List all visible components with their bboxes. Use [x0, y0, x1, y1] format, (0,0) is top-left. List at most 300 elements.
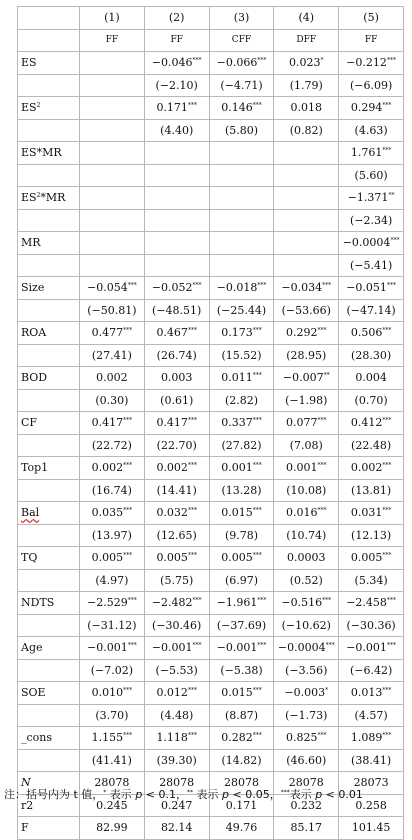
variable-label: Size — [21, 281, 45, 295]
significance-stars: *** — [252, 732, 262, 740]
significance-stars: *** — [322, 282, 332, 290]
variable-name — [18, 457, 80, 480]
coefficient-cell — [80, 232, 145, 255]
significance-stars: *** — [382, 102, 392, 110]
blank-label-cell — [18, 659, 80, 682]
variable-name — [18, 187, 80, 210]
significance-stars: *** — [317, 732, 327, 740]
stat-value: 49.76 — [209, 817, 274, 840]
significance-stars: *** — [317, 417, 327, 425]
variable-label: NDTS — [21, 596, 55, 610]
coefficient-cell: 0.337*** — [209, 412, 274, 435]
coef-row — [18, 187, 404, 210]
blank-label-cell — [18, 209, 80, 232]
coef-row — [18, 277, 404, 300]
t-statistic: (−37.69) — [209, 614, 274, 637]
t-statistic — [209, 164, 274, 187]
coef-row — [18, 142, 404, 165]
t-statistic — [144, 164, 209, 187]
coefficient-cell: 0.294*** — [339, 97, 404, 120]
coefficient-cell — [80, 52, 145, 75]
stat-value: 0.258 — [339, 794, 404, 817]
coef-row — [18, 547, 404, 570]
significance-stars: *** — [382, 462, 392, 470]
variable-name — [18, 97, 80, 120]
t-statistic: (15.52) — [209, 344, 274, 367]
t-statistic: (5.60) — [339, 164, 404, 187]
significance-stars: *** — [252, 552, 262, 560]
t-statistic: (9.78) — [209, 524, 274, 547]
column-number: (4) — [274, 7, 339, 30]
t-statistic — [209, 254, 274, 277]
t-stat-row — [18, 704, 404, 727]
corner-cell — [18, 7, 80, 30]
significance-stars: *** — [192, 642, 202, 650]
note-cut-1: < 0.1， — [142, 788, 188, 801]
t-statistic — [80, 119, 145, 142]
stat-value: 28078 — [80, 772, 145, 795]
significance-stars: *** — [187, 687, 197, 695]
coefficient-cell: −0.0004*** — [339, 232, 404, 255]
significance-stars: *** — [187, 507, 197, 515]
stat-label: F — [18, 817, 80, 840]
t-statistic: (0.82) — [274, 119, 339, 142]
blank-label-cell — [18, 119, 80, 142]
significance-stars: *** — [123, 462, 133, 470]
note-p-3: p — [315, 788, 323, 801]
coef-row — [18, 322, 404, 345]
t-statistic: (13.97) — [80, 524, 145, 547]
significance-stars: *** — [386, 597, 396, 605]
t-statistic: (−5.53) — [144, 659, 209, 682]
variable-name — [18, 682, 80, 705]
coefficient-cell: 0.013*** — [339, 682, 404, 705]
coefficient-cell: 0.417*** — [144, 412, 209, 435]
t-statistic: (26.74) — [144, 344, 209, 367]
stat-row — [18, 817, 404, 840]
regression-table-body — [18, 7, 404, 840]
stat-value: 28073 — [339, 772, 404, 795]
coefficient-cell: −0.051*** — [339, 277, 404, 300]
t-statistic: (−10.62) — [274, 614, 339, 637]
t-statistic: (22.72) — [80, 434, 145, 457]
stat-value: 0.247 — [144, 794, 209, 817]
superscript: 2 — [36, 192, 41, 200]
coefficient-cell: 0.010*** — [80, 682, 145, 705]
coef-row — [18, 97, 404, 120]
coefficient-cell: 0.146*** — [209, 97, 274, 120]
blank-label-cell — [18, 164, 80, 187]
coef-row — [18, 232, 404, 255]
coefficient-cell: 0.292*** — [274, 322, 339, 345]
table-footnote — [4, 786, 363, 802]
blank-label-cell — [18, 434, 80, 457]
t-statistic — [274, 209, 339, 232]
coef-row — [18, 637, 404, 660]
variable-label: ES — [21, 56, 37, 70]
t-statistic: (−5.38) — [209, 659, 274, 682]
significance-stars: *** — [123, 417, 133, 425]
column-number: (2) — [144, 7, 209, 30]
blank-label-cell — [18, 299, 80, 322]
significance-stars: *** — [252, 462, 262, 470]
significance-stars: *** — [386, 642, 396, 650]
coefficient-cell: −2.482*** — [144, 592, 209, 615]
significance-stars: *** — [382, 507, 392, 515]
coefficient-cell: −0.001*** — [209, 637, 274, 660]
significance-stars: *** — [317, 462, 327, 470]
significance-stars: * — [320, 57, 324, 65]
variable-name — [18, 367, 80, 390]
significance-stars: *** — [127, 642, 137, 650]
variable-name — [18, 637, 80, 660]
t-statistic — [209, 209, 274, 232]
note-star-2: ** — [187, 789, 194, 796]
significance-stars: *** — [252, 417, 262, 425]
t-statistic — [274, 164, 339, 187]
t-statistic: (0.70) — [339, 389, 404, 412]
coefficient-cell: 0.035*** — [80, 502, 145, 525]
significance-stars: *** — [322, 597, 332, 605]
variable-name — [18, 232, 80, 255]
significance-stars: *** — [325, 642, 335, 650]
blank-label-cell — [18, 524, 80, 547]
stat-value: 28078 — [209, 772, 274, 795]
coefficient-cell: 0.412*** — [339, 412, 404, 435]
header-row-models — [18, 29, 404, 52]
coefficient-cell — [80, 97, 145, 120]
note-p-2: p — [222, 788, 229, 801]
coefficient-cell: 0.825*** — [274, 727, 339, 750]
note-p-1: p — [135, 788, 143, 801]
coef-row — [18, 727, 404, 750]
blank-label-cell — [18, 344, 80, 367]
coefficient-cell: 0.004 — [339, 367, 404, 390]
coefficient-cell: 0.002*** — [339, 457, 404, 480]
coefficient-cell: −0.046*** — [144, 52, 209, 75]
stat-label: r2 — [18, 794, 80, 817]
t-stat-row — [18, 164, 404, 187]
variable-label: Bal — [21, 506, 40, 520]
coefficient-cell: 0.015*** — [209, 682, 274, 705]
significance-stars: *** — [187, 462, 197, 470]
t-statistic: (10.74) — [274, 524, 339, 547]
coefficient-cell — [274, 232, 339, 255]
coefficient-cell: 0.002*** — [80, 457, 145, 480]
coefficient-cell — [209, 187, 274, 210]
significance-stars: *** — [123, 732, 133, 740]
significance-stars: *** — [386, 282, 396, 290]
t-stat-row — [18, 569, 404, 592]
coefficient-cell: 1.089*** — [339, 727, 404, 750]
coefficient-cell: −0.003* — [274, 682, 339, 705]
superscript: 2 — [36, 102, 41, 110]
coefficient-cell: 0.001*** — [274, 457, 339, 480]
blank-label-cell — [18, 569, 80, 592]
t-statistic: (0.52) — [274, 569, 339, 592]
coefficient-cell: 0.011*** — [209, 367, 274, 390]
stat-value: 101.45 — [339, 817, 404, 840]
t-statistic: (46.60) — [274, 749, 339, 772]
coefficient-cell: 0.018 — [274, 97, 339, 120]
significance-stars: *** — [252, 102, 262, 110]
coefficient-cell: 0.0003 — [274, 547, 339, 570]
blank-label-cell — [18, 254, 80, 277]
t-statistic: (5.80) — [209, 119, 274, 142]
coefficient-cell: 1.761*** — [339, 142, 404, 165]
coefficient-cell: 0.467*** — [144, 322, 209, 345]
coefficient-cell: 0.002 — [80, 367, 145, 390]
significance-stars: *** — [252, 687, 262, 695]
variable-label: BOD — [21, 371, 48, 385]
t-statistic: (−6.42) — [339, 659, 404, 682]
significance-stars: *** — [317, 507, 327, 515]
coefficient-cell: −0.018*** — [209, 277, 274, 300]
t-stat-row — [18, 299, 404, 322]
model-label: CFF — [209, 29, 274, 52]
significance-stars: *** — [187, 327, 197, 335]
significance-stars: *** — [386, 57, 396, 65]
variable-name — [18, 412, 80, 435]
t-statistic: (14.41) — [144, 479, 209, 502]
t-statistic: (3.70) — [80, 704, 145, 727]
coefficient-cell: 1.118*** — [144, 727, 209, 750]
variable-label: _cons — [21, 731, 53, 745]
coefficient-cell: 0.003 — [144, 367, 209, 390]
coefficient-cell: 0.012*** — [144, 682, 209, 705]
t-statistic: (27.82) — [209, 434, 274, 457]
significance-stars: *** — [187, 102, 197, 110]
variable-label: ES*MR — [21, 146, 62, 160]
blank-label-cell — [18, 749, 80, 772]
coefficient-cell — [80, 142, 145, 165]
t-stat-row — [18, 524, 404, 547]
coef-row — [18, 367, 404, 390]
t-statistic: (−47.14) — [339, 299, 404, 322]
variable-label: CF — [21, 416, 38, 430]
t-statistic: (27.41) — [80, 344, 145, 367]
t-stat-row — [18, 389, 404, 412]
t-statistic: (−25.44) — [209, 299, 274, 322]
stat-value: 0.171 — [209, 794, 274, 817]
coef-row — [18, 502, 404, 525]
variable-label: Age — [21, 641, 43, 655]
significance-stars: *** — [187, 732, 197, 740]
blank-label-cell — [18, 479, 80, 502]
t-stat-row — [18, 344, 404, 367]
t-statistic: (5.75) — [144, 569, 209, 592]
significance-stars: *** — [382, 552, 392, 560]
t-statistic: (−2.10) — [144, 74, 209, 97]
coefficient-cell — [209, 142, 274, 165]
model-label: FF — [144, 29, 209, 52]
coefficient-cell: −0.034*** — [274, 277, 339, 300]
stat-label: N — [18, 772, 80, 795]
t-statistic — [144, 254, 209, 277]
coefficient-cell: 0.002*** — [144, 457, 209, 480]
coefficient-cell: −0.516*** — [274, 592, 339, 615]
coefficient-cell — [144, 142, 209, 165]
significance-stars: *** — [127, 282, 137, 290]
t-statistic: (−7.02) — [80, 659, 145, 682]
coefficient-cell — [144, 187, 209, 210]
t-statistic: (−48.51) — [144, 299, 209, 322]
variable-name — [18, 502, 80, 525]
coefficient-cell: 0.005*** — [144, 547, 209, 570]
t-statistic: (4.57) — [339, 704, 404, 727]
coefficient-cell: 0.016*** — [274, 502, 339, 525]
coef-row — [18, 457, 404, 480]
t-statistic: (−6.09) — [339, 74, 404, 97]
significance-stars: *** — [123, 327, 133, 335]
t-statistic — [80, 164, 145, 187]
t-statistic: (13.81) — [339, 479, 404, 502]
t-statistic: (0.30) — [80, 389, 145, 412]
blank-label-cell — [18, 614, 80, 637]
coefficient-cell — [274, 187, 339, 210]
coefficient-cell: 0.001*** — [209, 457, 274, 480]
significance-stars: *** — [382, 417, 392, 425]
significance-stars: *** — [187, 417, 197, 425]
coefficient-cell: −1.371** — [339, 187, 404, 210]
variable-label: SOE — [21, 686, 46, 700]
significance-stars: *** — [123, 507, 133, 515]
significance-stars: *** — [317, 327, 327, 335]
t-statistic: (4.48) — [144, 704, 209, 727]
coef-row — [18, 412, 404, 435]
t-statistic: (10.08) — [274, 479, 339, 502]
t-statistic: (38.41) — [339, 749, 404, 772]
t-statistic: (−3.56) — [274, 659, 339, 682]
coefficient-cell: −0.212*** — [339, 52, 404, 75]
t-statistic — [144, 209, 209, 232]
coefficient-cell: −0.052*** — [144, 277, 209, 300]
t-statistic: (7.08) — [274, 434, 339, 457]
variable-label: TQ — [21, 551, 38, 565]
coefficient-cell: −0.0004*** — [274, 637, 339, 660]
coefficient-cell: −0.001*** — [80, 637, 145, 660]
coefficient-cell: 0.282*** — [209, 727, 274, 750]
t-statistic: (6.97) — [209, 569, 274, 592]
t-statistic: (1.79) — [274, 74, 339, 97]
blank-label-cell — [18, 74, 80, 97]
model-label: FF — [339, 29, 404, 52]
header-row-numbers — [18, 7, 404, 30]
coefficient-cell: −1.961*** — [209, 592, 274, 615]
significance-stars: *** — [123, 687, 133, 695]
model-label: FF — [80, 29, 145, 52]
t-statistic: (−1.98) — [274, 389, 339, 412]
significance-stars: *** — [192, 282, 202, 290]
variable-label: $ES^2$ — [21, 101, 41, 115]
t-statistic: (−53.66) — [274, 299, 339, 322]
t-statistic — [80, 254, 145, 277]
note-text-3: 表示 — [289, 788, 316, 801]
stat-value: 82.14 — [144, 817, 209, 840]
variable-name — [18, 277, 80, 300]
regression-table — [17, 6, 404, 840]
significance-stars: *** — [192, 597, 202, 605]
coefficient-cell: −0.001*** — [339, 637, 404, 660]
coefficient-cell — [144, 232, 209, 255]
note-text-2: 表示 — [193, 788, 223, 801]
significance-stars: *** — [382, 687, 392, 695]
t-statistic: (39.30) — [144, 749, 209, 772]
stat-value: 28078 — [144, 772, 209, 795]
t-statistic: (−31.12) — [80, 614, 145, 637]
significance-stars: *** — [187, 552, 197, 560]
significance-stars: *** — [257, 282, 267, 290]
stat-value: 0.232 — [274, 794, 339, 817]
variable-label: $ES^2*MR$ — [21, 191, 66, 205]
t-statistic: (4.63) — [339, 119, 404, 142]
t-statistic: (28.30) — [339, 344, 404, 367]
variable-label: MR — [21, 236, 41, 250]
t-statistic: (14.82) — [209, 749, 274, 772]
coef-row — [18, 592, 404, 615]
variable-name — [18, 142, 80, 165]
coefficient-cell: 1.155*** — [80, 727, 145, 750]
note-cut-3: < 0.01 — [322, 788, 363, 801]
significance-stars: *** — [382, 327, 392, 335]
t-stat-row — [18, 434, 404, 457]
coefficient-cell: 0.171*** — [144, 97, 209, 120]
coefficient-cell: 0.005*** — [339, 547, 404, 570]
corner-cell — [18, 29, 80, 52]
stat-value: 0.245 — [80, 794, 145, 817]
coefficient-cell: 0.031*** — [339, 502, 404, 525]
stat-value: 28078 — [274, 772, 339, 795]
t-statistic: (−2.34) — [339, 209, 404, 232]
t-statistic: (5.34) — [339, 569, 404, 592]
coefficient-cell: 0.173*** — [209, 322, 274, 345]
blank-label-cell — [18, 704, 80, 727]
coefficient-cell: −0.054*** — [80, 277, 145, 300]
coef-row — [18, 52, 404, 75]
t-stat-row — [18, 749, 404, 772]
coefficient-cell: 0.477*** — [80, 322, 145, 345]
significance-stars: *** — [192, 57, 202, 65]
significance-stars: * — [325, 687, 329, 695]
stat-value: 85.17 — [274, 817, 339, 840]
coefficient-cell — [209, 232, 274, 255]
t-statistic: (41.41) — [80, 749, 145, 772]
note-lead: 注：括号内为 t 值， — [4, 788, 104, 801]
variable-name — [18, 322, 80, 345]
note-star-3: *** — [280, 789, 290, 796]
t-statistic — [80, 209, 145, 232]
significance-stars: *** — [127, 597, 137, 605]
variable-label: ROA — [21, 326, 47, 340]
t-statistic: (−1.73) — [274, 704, 339, 727]
coefficient-cell: −2.529*** — [80, 592, 145, 615]
coefficient-cell — [274, 142, 339, 165]
t-statistic: (−50.81) — [80, 299, 145, 322]
coefficient-cell: −2.458*** — [339, 592, 404, 615]
coefficient-cell — [80, 187, 145, 210]
significance-stars: ** — [388, 192, 395, 200]
significance-stars: *** — [382, 732, 392, 740]
t-stat-row — [18, 659, 404, 682]
t-statistic: (22.48) — [339, 434, 404, 457]
note-star-1: * — [103, 789, 107, 796]
significance-stars: *** — [390, 237, 400, 245]
significance-stars: *** — [257, 597, 267, 605]
t-statistic — [80, 74, 145, 97]
t-statistic: (16.74) — [80, 479, 145, 502]
significance-stars: *** — [252, 372, 262, 380]
t-statistic: (0.61) — [144, 389, 209, 412]
